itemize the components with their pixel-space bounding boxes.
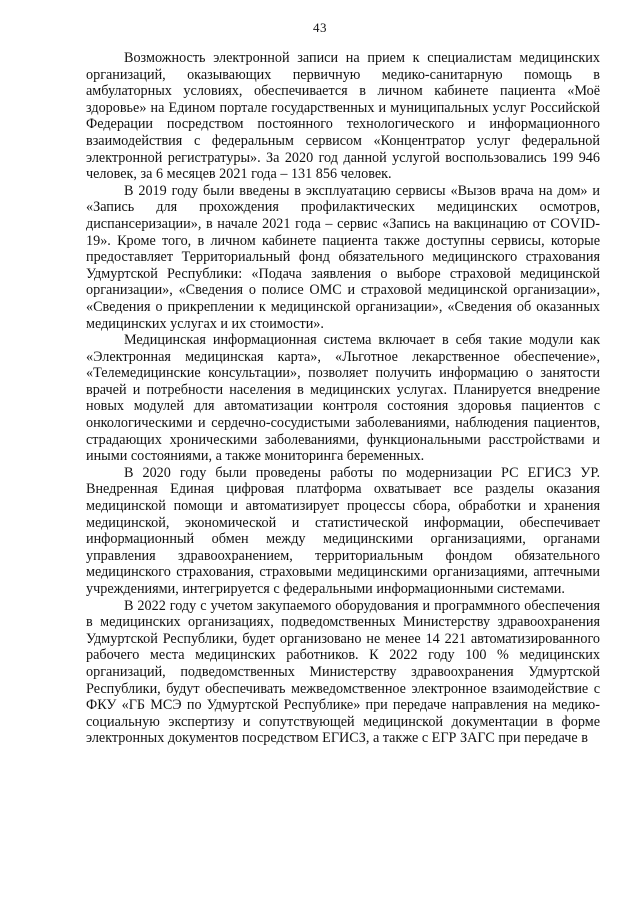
paragraph-services-2019: В 2019 году были введены в эксплуатацию сервисы «Вызов врача на дом» и «Запись для прохождения профилактических медицинских осмотров, диспансеризации», в начале 2021 года – сервис «Запись на вакцинацию от COVID-19». Кроме того, в личном кабинете пациента также доступны сервисы, которые предоставляет Территориальный фонд обязательного медицинского страхования Удмуртской Республики: «Подача заявления о выборе страховой медицинской организации», «Сведения о полисе ОМС и страховой медицинской организации», «Сведения о прикреплении к медицинской организации», «Сведения об оказанных медицинских услугах и их стоимости». bbox=[86, 182, 600, 332]
paragraph-medical-information-system: Медицинская информационная система включает в себя такие модули как «Электронная медицинская карта», «Льготное лекарственное обеспечение», «Телемедицинские консультации», позволяет получить информацию о занятости врачей и потребности населения в медицинских услугах. Планируется внедрение новых модулей для автоматизации контроля состояния здоровья пациентов с онкологическими и сердечно-сосудистыми заболеваниями, наблюдения пациентов, страдающих хроническими заболеваниями, функциональными расстройствами и иными состояниями, а также мониторинга беременных. bbox=[86, 332, 600, 465]
body-text bbox=[86, 50, 600, 747]
paragraph-electronic-appointment: Возможность электронной записи на прием к специалистам медицинских организаций, оказывающих первичную медико-санитарную помощь в амбулаторных условиях, обеспечивается в личном кабинете пациента «Моё здоровье» на Едином портале государственных и муниципальных услуг Российской Федерации посредством постоянного технологического и информационного взаимодействия с федеральным сервисом «Концентратор услуг федеральной электронной регистратуры». За 2020 год данной услугой воспользовались 199 946 человек, за 6 месяцев 2021 года – 131 856 человек. bbox=[86, 50, 600, 183]
paragraph-plans-2022: В 2022 году с учетом закупаемого оборудования и программного обеспечения в медицинских организациях, подведомственных Министерству здравоохранения Удмуртской Республики, будет организовано не менее 14 221 автоматизированного рабочего места медицинских работников. К 2022 году 100 % медицинских организаций, подведомственных Министерству здравоохранения Удмуртской Республики, будут обеспечивать межведомственное электронное взаимодействие с ФКУ «ГБ МСЭ по Удмуртской Республике» при передаче направления на медико-социальную экспертизу и сопутствующей медицинской документации в форме электронных документов посредством ЕГИСЗ, а также с ЕГР ЗАГС при передаче в bbox=[86, 597, 600, 747]
paragraph-modernization-2020: В 2020 году были проведены работы по модернизации РС ЕГИСЗ УР. Внедренная Единая цифровая платформа охватывает все разделы оказания медицинской помощи и автоматизирует процессы сбора, обработки и хранения медицинской, экономической и статистической информации, обеспечивает информационный обмен между медицинскими организациями, органами управления здравоохранением, территориальным фондом обязательного медицинского страхования, страховыми медицинскими организациями, аптечными учреждениями, интегрируется с федеральными информационными системами. bbox=[86, 464, 600, 597]
page-number: 43 bbox=[313, 20, 327, 35]
